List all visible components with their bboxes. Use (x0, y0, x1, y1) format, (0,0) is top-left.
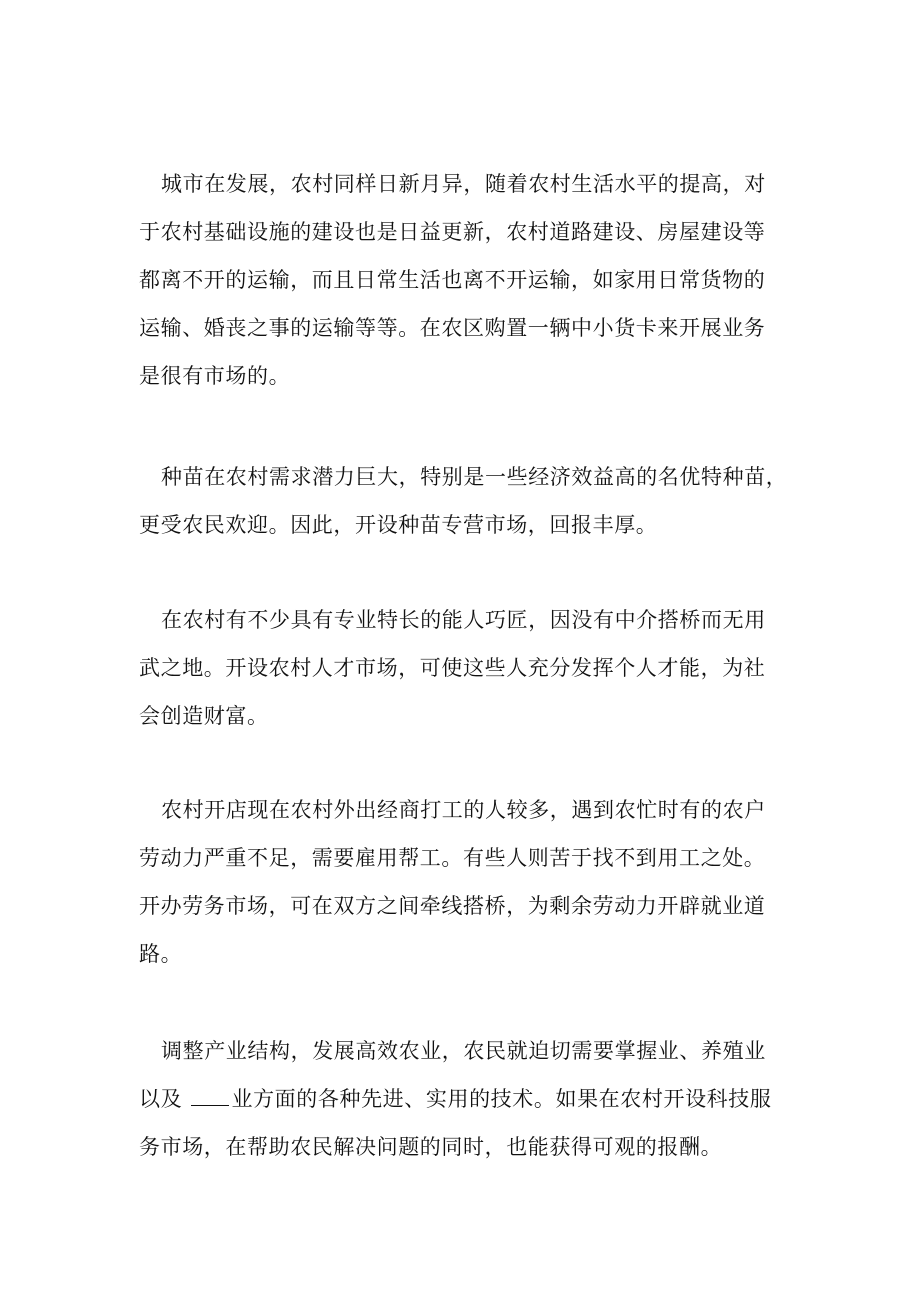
text-before-blank: 以及 (139, 1087, 190, 1111)
text-after-blank: 业方面的各种先进、实用的技术。如果在农村开设科技服 (231, 1087, 772, 1111)
paragraph-line: 武之地。开设农村人才市场，可使这些人充分发挥个人才能，为社 (139, 656, 766, 680)
paragraph-line: 开办劳务市场，可在双方之间牵线搭桥，为剩余劳动力开辟就业道 (139, 894, 766, 918)
paragraph-line: 都离不开的运输，而且日常生活也离不开运输，如家用日常货物的 (139, 268, 766, 292)
paragraph-talent-market (139, 596, 789, 740)
paragraph-line: 劳动力严重不足，需要雇用帮工。有些人则苦于找不到用工之处。 (139, 846, 766, 870)
paragraph-line: 是很有市场的。 (139, 364, 291, 388)
fill-in-blank (191, 1089, 229, 1106)
paragraph-line: 于农村基础设施的建设也是日益更新，农村道路建设、房屋建设等 (139, 220, 766, 244)
paragraph-line: 城市在发展，农村同样日新月异，随着农村生活水平的提高，对 (161, 172, 766, 196)
paragraph-line: 农村开店现在农村外出经商打工的人较多，遇到农忙时有的农户 (161, 798, 766, 822)
paragraph-line: 运输、婚丧之事的运输等等。在农区购置一辆中小货卡来开展业务 (139, 316, 766, 340)
paragraph-transport (139, 160, 789, 400)
paragraph-line: 种苗在农村需求潜力巨大，特别是一些经济效益高的名优特种苗， (161, 465, 788, 489)
paragraph-tech-services (139, 1027, 789, 1171)
paragraph-line-with-blank (139, 1075, 789, 1123)
paragraph-seedlings (139, 453, 789, 549)
paragraph-labor-market (139, 786, 789, 978)
paragraph-line: 路。 (139, 942, 183, 966)
paragraph-line: 调整产业结构，发展高效农业，农民就迫切需要掌握业、养殖业 (161, 1039, 766, 1063)
paragraph-line: 更受农民欢迎。因此，开设种苗专营市场，回报丰厚。 (139, 513, 658, 537)
paragraph-line: 在农村有不少具有专业特长的能人巧匠，因没有中介搭桥而无用 (161, 608, 766, 632)
paragraph-line: 务市场，在帮助农民解决问题的同时，也能获得可观的报酬。 (139, 1135, 723, 1159)
paragraph-line: 会创造财富。 (139, 704, 269, 728)
